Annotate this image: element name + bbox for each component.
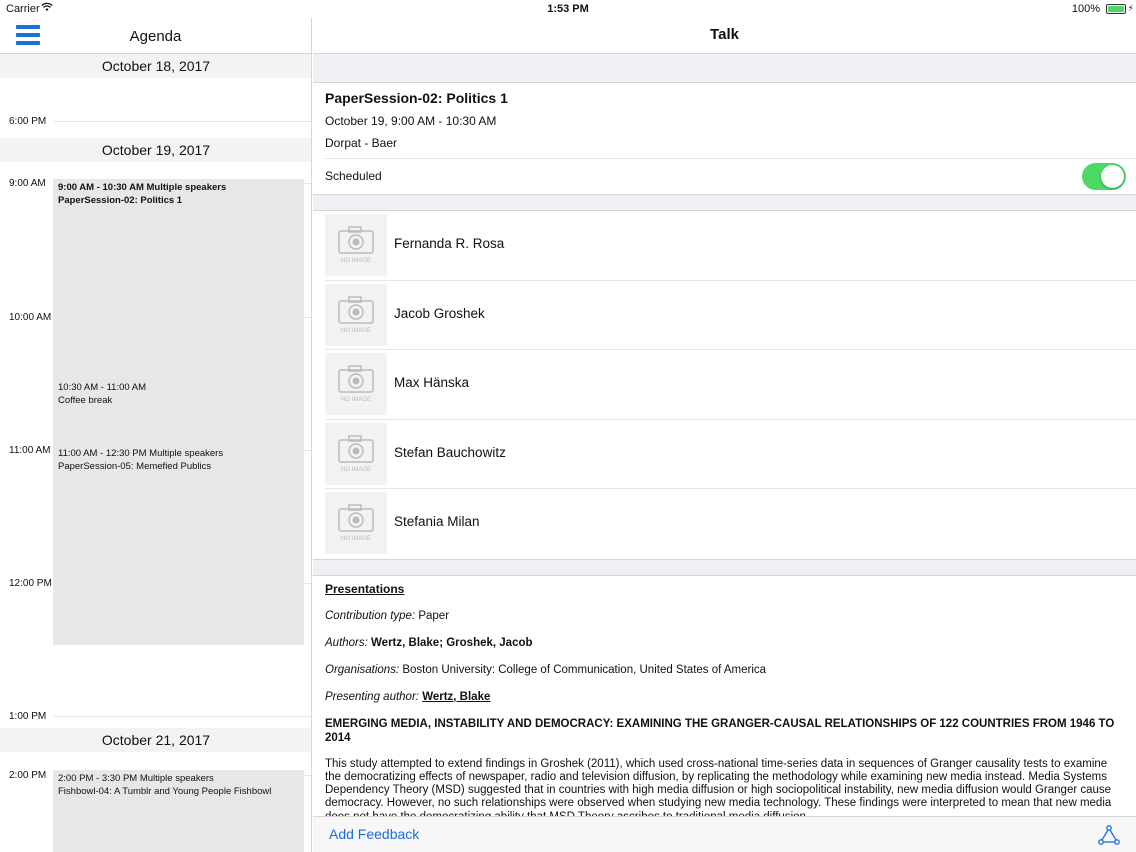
event-time: 2:00 PM - 3:30 PM Multiple speakers	[58, 773, 214, 784]
camera-icon	[338, 504, 374, 532]
no-image-label: NO IMAGE	[340, 397, 371, 403]
talk-title: Talk	[313, 18, 1136, 54]
organisations-label: Organisations:	[325, 663, 400, 676]
speaker-name: Max Hänska	[394, 375, 470, 390]
date-header: October 18, 2017	[0, 54, 312, 78]
session-info	[313, 83, 1136, 150]
scheduled-toggle[interactable]	[1082, 163, 1126, 190]
event-time: 10:30 AM - 11:00 AM	[58, 382, 147, 393]
status-bar	[0, 0, 1136, 18]
organisations-value: Boston University: College of Communication, United States of America	[402, 663, 767, 676]
speaker-name: Fernanda R. Rosa	[394, 236, 505, 251]
bottom-toolbar	[313, 816, 1136, 852]
section-gap	[313, 194, 1136, 211]
authors-label: Authors:	[325, 636, 368, 649]
battery-percent: 100%	[1071, 3, 1100, 15]
presentations-header: Presentations	[325, 581, 405, 596]
presenting-row	[325, 690, 1124, 704]
add-feedback-button[interactable]: Add Feedback	[329, 826, 420, 842]
agenda-event[interactable]	[53, 179, 304, 379]
agenda-event[interactable]	[53, 770, 304, 852]
event-title: PaperSession-02: Politics 1	[58, 195, 183, 206]
speaker-photo-placeholder	[325, 214, 387, 276]
agenda-title: Agenda	[129, 28, 182, 45]
speaker-row[interactable]	[325, 489, 1136, 559]
section-gap	[313, 559, 1136, 576]
paper-abstract: This study attempted to extend findings in Groshek (2011), which used cross-national time-series data in sequences of Granger causality tests to examine the democratizing effects of newspaper, radio and television diffusion, by replicating the methodology while examining new media instead. Media Systems Dependency Theory (MSD) suggested that in countries with high media diffusion or high sociopolitical instability, new media diffusion would Granger cause democracy. However, no such relationships were observed when studying new media technology. These findings were interpreted to mean that new media	[325, 757, 1112, 810]
speaker-row[interactable]	[325, 420, 1136, 490]
no-image-label: NO IMAGE	[340, 466, 371, 473]
no-image-label: NO IMAGE	[340, 327, 371, 334]
paper-title: EMERGING MEDIA, INSTABILITY AND DEMOCRACY: EXAMINING THE GRANGER-CAUSAL RELATIONSHIPS OF 122 COUNTRIES FROM 1946 TO 2014	[325, 717, 1115, 744]
camera-icon	[338, 296, 374, 324]
agenda-event[interactable]	[53, 445, 304, 645]
presenting-label: Presenting author:	[325, 690, 419, 703]
organisations-row	[325, 663, 1124, 677]
event-time: 9:00 AM - 10:30 AM Multiple speakers	[58, 182, 227, 193]
event-title: Fishbowl-04: A Tumblr and Young People Fishbowl	[58, 786, 272, 797]
camera-icon	[338, 365, 374, 393]
speaker-list	[313, 211, 1136, 559]
battery-icon	[1106, 4, 1126, 14]
presenting-author-link[interactable]: Wertz, Blake	[422, 690, 491, 703]
speaker-photo-placeholder	[325, 492, 387, 554]
presentations-section	[313, 576, 1136, 830]
hour-label: 1:00 PM	[9, 711, 47, 722]
speaker-row[interactable]	[325, 211, 1136, 281]
scheduled-row	[325, 158, 1136, 194]
hour-label: 12:00 PM	[9, 578, 52, 589]
session-room: Dorpat - Baer	[325, 136, 398, 150]
session-time: October 19, 9:00 AM - 10:30 AM	[325, 114, 497, 128]
hour-label: 6:00 PM	[9, 116, 47, 127]
charging-icon: ⚡	[1127, 3, 1134, 13]
authors-row	[325, 636, 1124, 650]
share-network-icon[interactable]	[1098, 825, 1120, 850]
event-title: Coffee break	[58, 395, 113, 406]
contribution-row	[325, 609, 1124, 623]
speaker-photo-placeholder	[325, 423, 387, 485]
camera-icon	[338, 226, 374, 254]
contribution-value: Paper	[418, 609, 450, 622]
speaker-row[interactable]	[325, 350, 1136, 420]
agenda-nav-bar	[0, 18, 311, 54]
authors-value: Wertz, Blake; Groshek, Jacob	[371, 636, 533, 649]
carrier-label: Carrier	[6, 3, 40, 15]
section-gap	[313, 54, 1136, 83]
scheduled-label: Scheduled	[325, 169, 382, 183]
speaker-name: Stefania Milan	[394, 514, 480, 529]
clock: 1:53 PM	[547, 3, 589, 15]
agenda-event[interactable]	[53, 379, 304, 445]
speaker-name: Stefan Bauchowitz	[394, 444, 506, 460]
camera-icon	[338, 435, 374, 463]
hour-label: 10:00 AM	[9, 312, 52, 323]
speaker-row[interactable]	[325, 281, 1136, 351]
hour-label: 11:00 AM	[9, 445, 51, 456]
no-image-label: NO IMAGE	[340, 258, 371, 264]
talk-pane	[313, 18, 1136, 852]
session-title: PaperSession-02: Politics 1	[325, 90, 508, 106]
contribution-label: Contribution type:	[325, 609, 416, 622]
event-time: 11:00 AM - 12:30 PM Multiple speakers	[58, 448, 224, 459]
speaker-name: Jacob Groshek	[394, 305, 485, 321]
hour-label: 2:00 PM	[9, 770, 47, 781]
date-header: October 19, 2017	[0, 138, 312, 162]
speaker-photo-placeholder	[325, 353, 387, 415]
date-header: October 21, 2017	[0, 728, 312, 752]
hour-label: 9:00 AM	[9, 178, 46, 189]
event-title: PaperSession-05: Memefied Publics	[58, 461, 212, 472]
no-image-label: NO IMAGE	[340, 536, 371, 542]
agenda-pane	[0, 18, 312, 852]
speaker-photo-placeholder	[325, 284, 387, 346]
